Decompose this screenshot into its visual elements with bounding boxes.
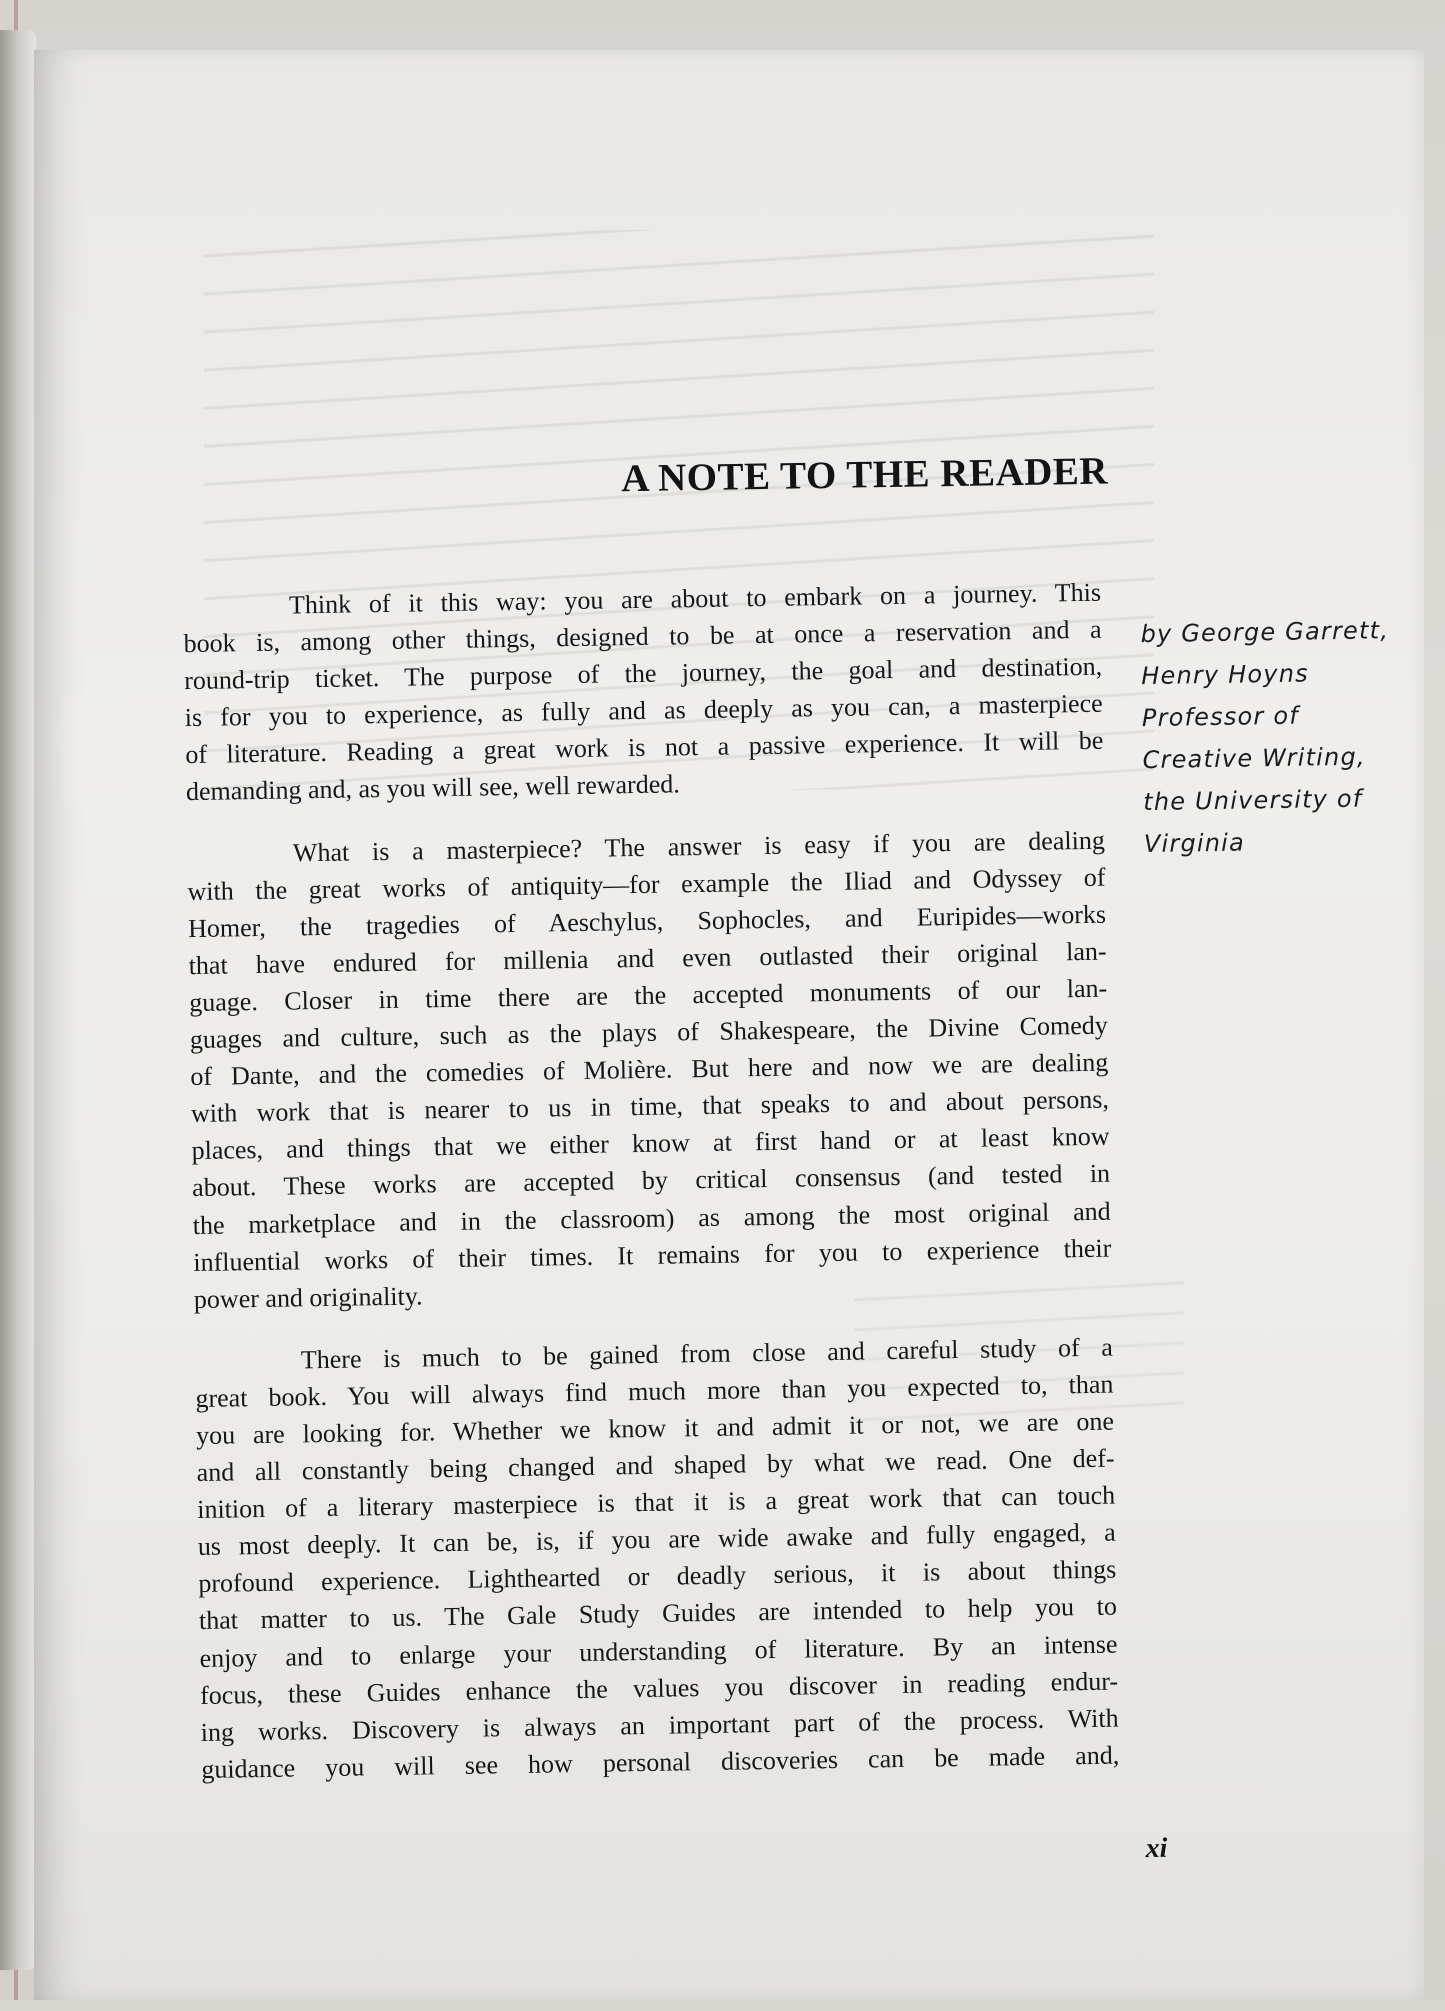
text-line: guidance you will see how personal discoveries can be made and, [201,1740,1120,1784]
text-line: places, and things that we either know at first hand or at least know [191,1121,1110,1166]
paragraph-2 [187,821,1112,1318]
paragraph-3 [195,1328,1120,1787]
chapter-title: A NOTE TO THE READER [620,449,1109,501]
text-line: power and originality. [193,1281,423,1314]
text-line: focus, these Guides enhance the values you discover in reading endur- [199,1666,1119,1710]
text-line: of Dante, and the comedies of Molière. But here and now we are dealing [190,1047,1109,1092]
body-text [183,574,1120,1813]
text-line: There is much to be gained from close and careful study of a [300,1332,1114,1375]
text-line: Homer, the tragedies of Aeschylus, Sophocles, and Euripides—works [187,899,1107,943]
byline-line: Virginia [1143,828,1246,859]
paragraph-1 [183,574,1104,811]
text-line: demanding and, as you will see, well rewarded. [185,769,680,807]
text-line: inition of a literary masterpiece is that it is a great work that can touch [196,1480,1116,1525]
text-line: of literature. Reading a great work is not a passive experience. It will be [185,726,1104,770]
text-line: influential works of their times. It remains for you to experience their [193,1233,1112,1277]
text-line: is for you to experience, as fully and as deeply as you can, a masterpiece [184,688,1103,733]
text-line: round-trip ticket. The purpose of the journey, the goal and destination, [183,651,1103,696]
text-line: that have endured for millenia and even outlasted their original lan- [188,936,1107,980]
byline-line: the University of [1143,784,1363,817]
byline-line: Henry Hoyns [1141,659,1310,691]
text-line: and all constantly being changed and shaped by what we read. One def- [196,1443,1115,1488]
text-line: guages and culture, such as the plays of Shakespeare, the Divine Comedy [189,1010,1108,1055]
text-line: guage. Closer in time there are the accepted monuments of our lan- [189,973,1108,1018]
text-line: that matter to us. The Gale Study Guides are intended to help you to [198,1592,1118,1636]
text-line: Think of it this way: you are about to embark on a journey. This [288,577,1102,620]
byline-line: by George Garrett, [1140,616,1390,649]
text-line: book is, among other things, designed to be at once a reservation and a [183,614,1102,659]
byline-line: Creative Writing, [1142,742,1366,775]
text-line: the marketplace and in the classroom) as among the most original and [192,1196,1111,1240]
byline-line: Professor of [1141,701,1300,733]
text-line: What is a masterpiece? The answer is easy if you are dealing [292,825,1106,867]
text-line: profound experience. Lighthearted or deadly serious, it is about things [198,1554,1117,1599]
author-byline [1140,609,1404,865]
page-number: xi [1145,1832,1168,1865]
text-line: us most deeply. It can be, is, if you are wide awake and fully engaged, a [197,1517,1116,1562]
text-line: enjoy and to enlarge your understanding of literature. By an intense [199,1629,1118,1673]
text-line: with work that is nearer to us in time, that speaks to and about persons, [190,1084,1110,1129]
text-line: with the great works of antiquity—for example the Iliad and Odyssey of [187,862,1106,906]
text-line: great book. You will always find much more than you expected to, than [195,1369,1114,1413]
text-line: about. These works are accepted by critical consensus (and tested in [191,1159,1111,1203]
text-line: ing works. Discovery is always an important part of the process. With [200,1703,1119,1747]
text-line: you are looking for. Whether we know it and admit it or not, we are one [195,1406,1115,1450]
